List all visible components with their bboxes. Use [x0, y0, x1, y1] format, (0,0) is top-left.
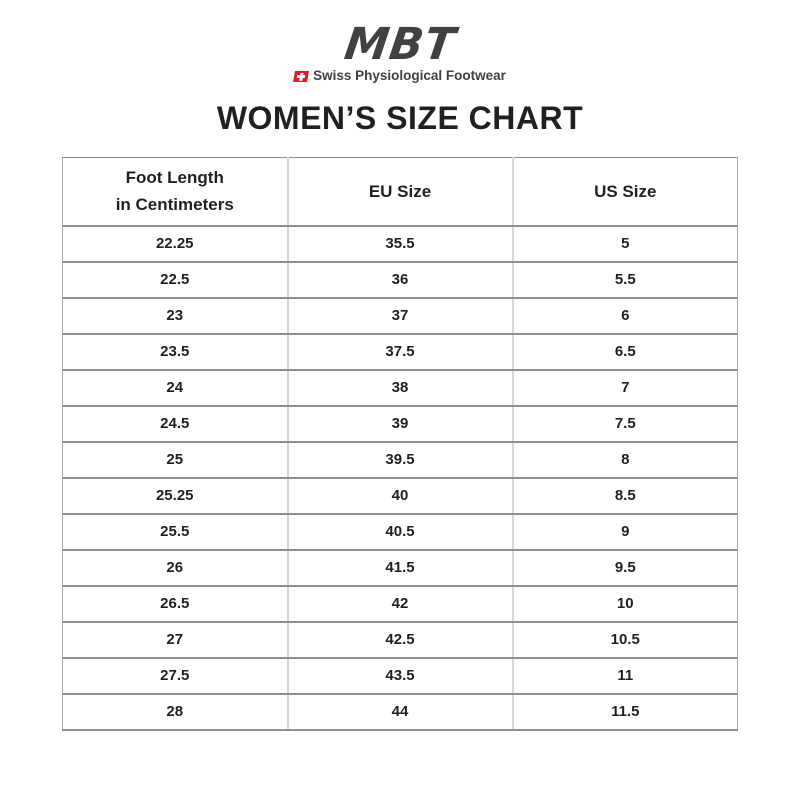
cell-eu-size: 42 [288, 586, 513, 622]
table-row [63, 406, 738, 442]
cell-foot-length: 27 [63, 622, 288, 658]
table-row [63, 442, 738, 478]
size-table-head [63, 158, 738, 226]
cell-us-size: 7.5 [513, 406, 738, 442]
cell-foot-length: 25 [63, 442, 288, 478]
cell-eu-size: 36 [288, 262, 513, 298]
cell-foot-length: 26 [63, 550, 288, 586]
cell-eu-size: 42.5 [288, 622, 513, 658]
tagline-text: Swiss Physiological Footwear [313, 67, 506, 83]
brand-header [0, 0, 800, 84]
cell-foot-length: 22.25 [63, 226, 288, 262]
table-row [63, 586, 738, 622]
cell-us-size: 10.5 [513, 622, 738, 658]
cell-us-size: 5.5 [513, 262, 738, 298]
table-row [63, 226, 738, 262]
cell-foot-length: 24 [63, 370, 288, 406]
cell-eu-size: 44 [288, 694, 513, 730]
cell-us-size: 8.5 [513, 478, 738, 514]
cell-foot-length: 28 [63, 694, 288, 730]
cell-foot-length: 22.5 [63, 262, 288, 298]
table-row [63, 622, 738, 658]
cell-foot-length: 23 [63, 298, 288, 334]
size-table [62, 157, 738, 731]
cell-foot-length: 25.25 [63, 478, 288, 514]
brand-tagline [0, 69, 800, 84]
cell-eu-size: 40 [288, 478, 513, 514]
header-foot-length-line2: in Centimeters [115, 194, 234, 214]
cell-foot-length: 27.5 [63, 658, 288, 694]
header-foot-length [63, 158, 288, 226]
cell-eu-size: 40.5 [288, 514, 513, 550]
cell-eu-size: 39 [288, 406, 513, 442]
header-eu-size: EU Size [288, 158, 513, 226]
cell-eu-size: 41.5 [288, 550, 513, 586]
cell-eu-size: 37.5 [288, 334, 513, 370]
cell-foot-length: 25.5 [63, 514, 288, 550]
cell-eu-size: 43.5 [288, 658, 513, 694]
header-foot-length-line1: Foot Length [125, 168, 224, 188]
cell-us-size: 8 [513, 442, 738, 478]
cell-us-size: 6 [513, 298, 738, 334]
header-us-size: US Size [513, 158, 738, 226]
cell-us-size: 9.5 [513, 550, 738, 586]
cell-eu-size: 39.5 [288, 442, 513, 478]
table-header-row [63, 158, 738, 226]
cell-us-size: 6.5 [513, 334, 738, 370]
table-row [63, 298, 738, 334]
size-table-body [63, 226, 738, 730]
cell-eu-size: 38 [288, 370, 513, 406]
swiss-flag-icon [293, 71, 309, 82]
table-row [63, 514, 738, 550]
table-row [63, 370, 738, 406]
cell-us-size: 9 [513, 514, 738, 550]
cell-foot-length: 26.5 [63, 586, 288, 622]
table-row [63, 478, 738, 514]
flag-cross-horizontal [297, 75, 306, 78]
table-row [63, 550, 738, 586]
table-row [63, 658, 738, 694]
cell-foot-length: 24.5 [63, 406, 288, 442]
cell-us-size: 5 [513, 226, 738, 262]
table-row [63, 262, 738, 298]
cell-foot-length: 23.5 [63, 334, 288, 370]
table-row [63, 694, 738, 730]
cell-eu-size: 35.5 [288, 226, 513, 262]
table-row [63, 334, 738, 370]
cell-us-size: 10 [513, 586, 738, 622]
page-title: WOMEN’S SIZE CHART [216, 99, 584, 136]
cell-us-size: 11 [513, 658, 738, 694]
cell-us-size: 11.5 [513, 694, 738, 730]
cell-us-size: 7 [513, 370, 738, 406]
cell-eu-size: 37 [288, 298, 513, 334]
mbt-logo: MBT [341, 19, 459, 70]
